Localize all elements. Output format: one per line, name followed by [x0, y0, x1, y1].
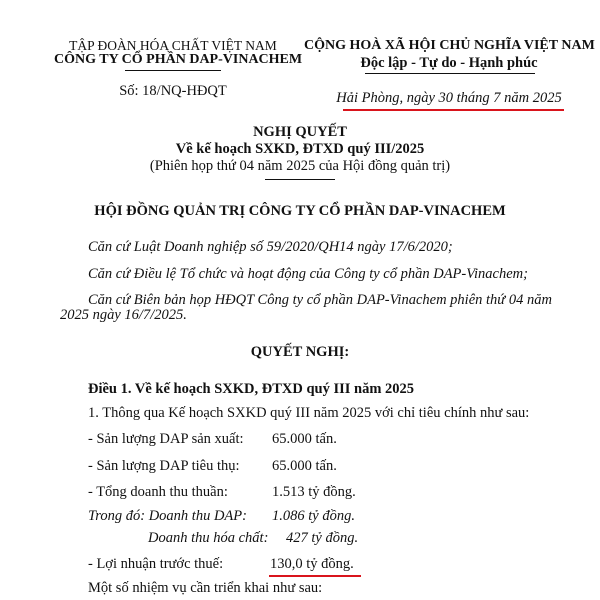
tasks-intro: Một số nhiệm vụ cần triển khai như sau:: [88, 580, 323, 596]
document-number: Số: 18/NQ-HĐQT: [119, 83, 227, 99]
item-value-net-revenue: 1.513 tỷ đồng.: [272, 484, 356, 500]
item-value-dap-sales: 65.000 tấn.: [272, 458, 337, 474]
title-underline: [265, 179, 335, 180]
item-value-dap-production: 65.000 tấn.: [272, 431, 337, 447]
item-label-dap-revenue: Trong đó: Doanh thu DAP:: [88, 508, 247, 524]
item-label-dap-production: - Sản lượng DAP sản xuất:: [88, 431, 244, 447]
company-name: CÔNG TY CỔ PHẦN DAP-VINACHEM: [54, 52, 303, 67]
motto-underline: [365, 73, 535, 74]
basis-1: Căn cứ Luật Doanh nghiệp số 59/2020/QH14 ngày 17/6/2020;: [88, 239, 453, 255]
item-label-net-revenue: - Tổng doanh thu thuần:: [88, 484, 228, 500]
article-1-heading: Điều 1. Về kế hoạch SXKD, ĐTXD quý III năm 2025: [88, 381, 415, 397]
basis-3: Căn cứ Biên bản họp HĐQT Công ty cổ phần DAP-Vinachem phiên thứ 04 năm: [88, 292, 552, 308]
profit-highlight: [269, 575, 361, 577]
place-date-highlight: [343, 109, 564, 111]
item-label-profit-before-tax: - Lợi nhuận trước thuế:: [88, 556, 224, 572]
resolves-heading: QUYẾT NGHỊ:: [250, 344, 350, 360]
item-value-profit-before-tax: 130,0 tỷ đồng.: [270, 556, 354, 572]
board-name: HỘI ĐỒNG QUẢN TRỊ CÔNG TY CỔ PHẦN DAP-VINACHEM: [94, 203, 506, 219]
item-label-chemical-revenue: Doanh thu hóa chất:: [148, 530, 269, 546]
article-1-intro: 1. Thông qua Kế hoạch SXKD quý III năm 2025 với chỉ tiêu chính như sau:: [88, 405, 530, 421]
basis-3-continued: 2025 ngày 16/7/2025.: [60, 307, 187, 323]
item-value-dap-revenue: 1.086 tỷ đồng.: [272, 508, 355, 524]
place-date: Hải Phòng, ngày 30 tháng 7 năm 2025: [336, 90, 562, 106]
item-value-chemical-revenue: 427 tỷ đồng.: [286, 530, 359, 546]
document-type: NGHỊ QUYẾT: [253, 124, 347, 140]
document-subject: Về kế hoạch SXKD, ĐTXD quý III/2025: [175, 141, 425, 157]
group-name: TẬP ĐOÀN HÓA CHẤT VIỆT NAM: [69, 38, 277, 53]
nation-title: CỘNG HOÀ XÃ HỘI CHỦ NGHĨA VIỆT NAM: [304, 38, 595, 53]
item-label-dap-sales: - Sản lượng DAP tiêu thụ:: [88, 458, 240, 474]
motto: Độc lập - Tự do - Hạnh phúc: [360, 55, 538, 71]
session-note: (Phiên họp thứ 04 năm 2025 của Hội đồng quản trị): [149, 158, 451, 174]
basis-2: Căn cứ Điều lệ Tổ chức và hoạt động của Công ty cổ phần DAP-Vinachem;: [88, 266, 528, 282]
company-underline: [125, 70, 221, 71]
